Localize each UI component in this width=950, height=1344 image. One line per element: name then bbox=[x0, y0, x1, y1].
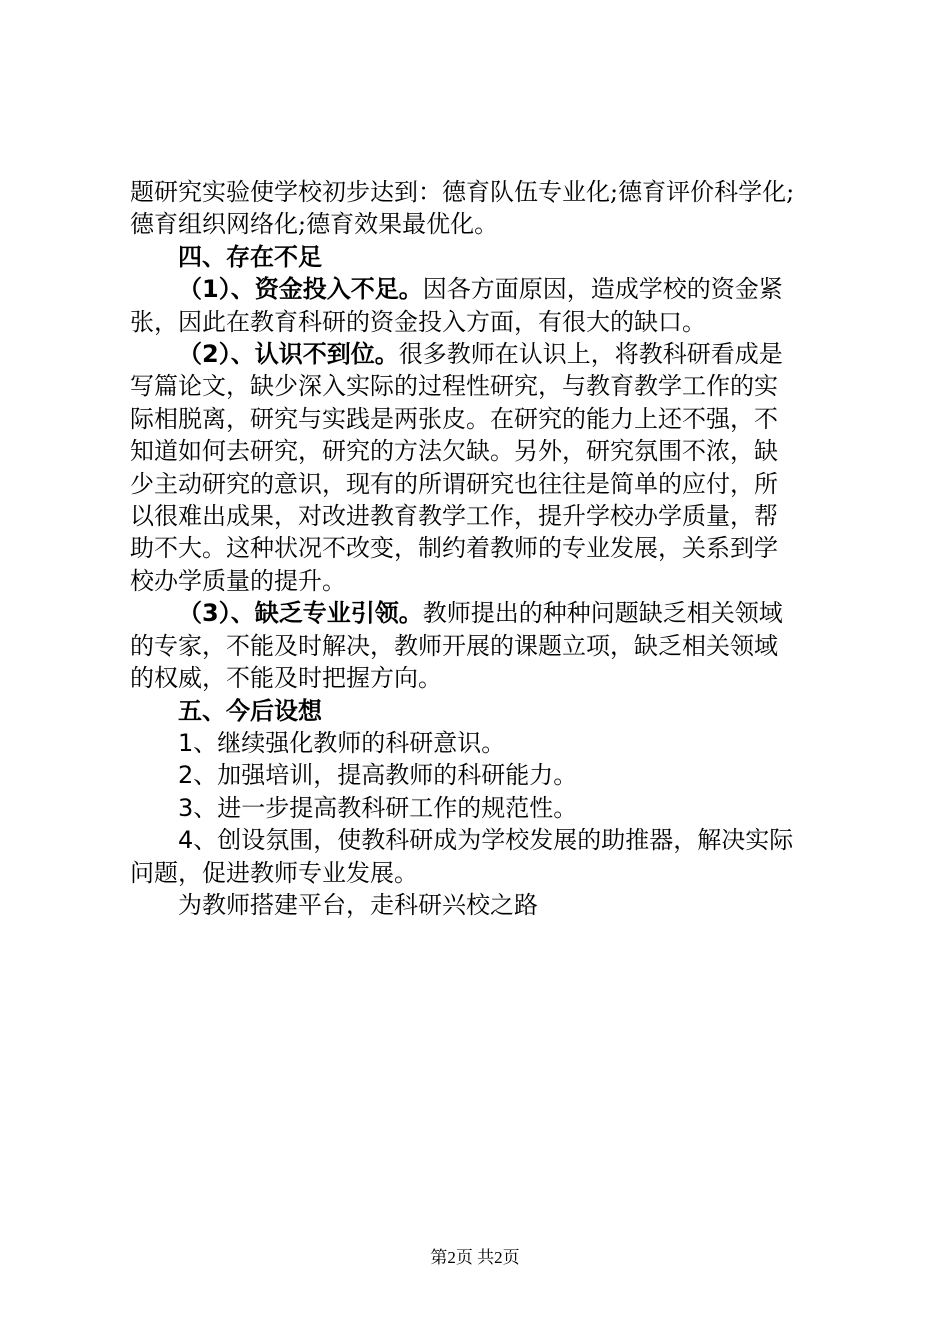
paragraph-line: 校办学质量的提升。 bbox=[130, 566, 346, 595]
closing-line: 为教师搭建平台，走科研兴校之路 bbox=[178, 890, 538, 919]
paragraph-line: 少主动研究的意识，现有的所谓研究也往往是简单的应付，所 bbox=[130, 469, 778, 498]
paragraph-line bbox=[130, 273, 830, 305]
paragraph-line: 写篇论文，缺少深入实际的过程性研究，与教育教学工作的实 bbox=[130, 372, 778, 401]
section-heading-shortcomings: 四、存在不足 bbox=[178, 242, 322, 271]
list-item: 1、继续强化教师的科研意识。 bbox=[178, 728, 506, 757]
paragraph-line: 题研究实验使学校初步达到：德育队伍专业化;德育评价科学化; bbox=[130, 178, 795, 206]
paragraph-line: 助不大。这种状况不改变，制约着教师的专业发展，关系到学 bbox=[130, 534, 778, 563]
page-number-footer: 第2页 共2页 bbox=[430, 1248, 520, 1267]
bold-lead: （2）、认识不到位。 bbox=[178, 340, 399, 369]
section-heading-future-plans: 五、今后设想 bbox=[178, 696, 322, 725]
bold-lead: （1）、资金投入不足。 bbox=[178, 275, 423, 304]
paragraph-text: 教师提出的种种问题缺乏相关领域 bbox=[422, 599, 783, 628]
list-item: 4、创设氛围，使教科研成为学校发展的助推器，解决实际 bbox=[178, 826, 794, 855]
paragraph-line: 知道如何去研究，研究的方法欠缺。另外，研究氛围不浓，缺 bbox=[130, 437, 778, 466]
paragraph-line: 德育组织网络化;德育效果最优化。 bbox=[130, 210, 499, 239]
paragraph-line: 以很难出成果，对改进教育教学工作，提升学校办学质量，帮 bbox=[130, 502, 778, 531]
paragraph-text: 因各方面原因，造成学校的资金紧 bbox=[422, 275, 783, 304]
document-body bbox=[130, 176, 830, 921]
paragraph-line bbox=[130, 338, 830, 370]
paragraph-line: 的权威，不能及时把握方向。 bbox=[130, 664, 442, 693]
list-item-continuation: 问题，促进教师专业发展。 bbox=[130, 858, 418, 887]
paragraph-line: 张，因此在教育科研的资金投入方面，有很大的缺口。 bbox=[130, 307, 706, 336]
paragraph-line: 的专家，不能及时解决，教师开展的课题立项，缺乏相关领域 bbox=[130, 631, 778, 660]
list-item: 2、加强培训，提高教师的科研能力。 bbox=[178, 761, 578, 790]
paragraph-line bbox=[130, 597, 830, 629]
list-item: 3、进一步提高教科研工作的规范性。 bbox=[178, 793, 578, 822]
paragraph-text: 很多教师在认识上，将教科研看成是 bbox=[398, 340, 783, 369]
bold-lead: （3）、缺乏专业引领。 bbox=[178, 599, 423, 628]
paragraph-line: 际相脱离，研究与实践是两张皮。在研究的能力上还不强，不 bbox=[130, 404, 778, 433]
